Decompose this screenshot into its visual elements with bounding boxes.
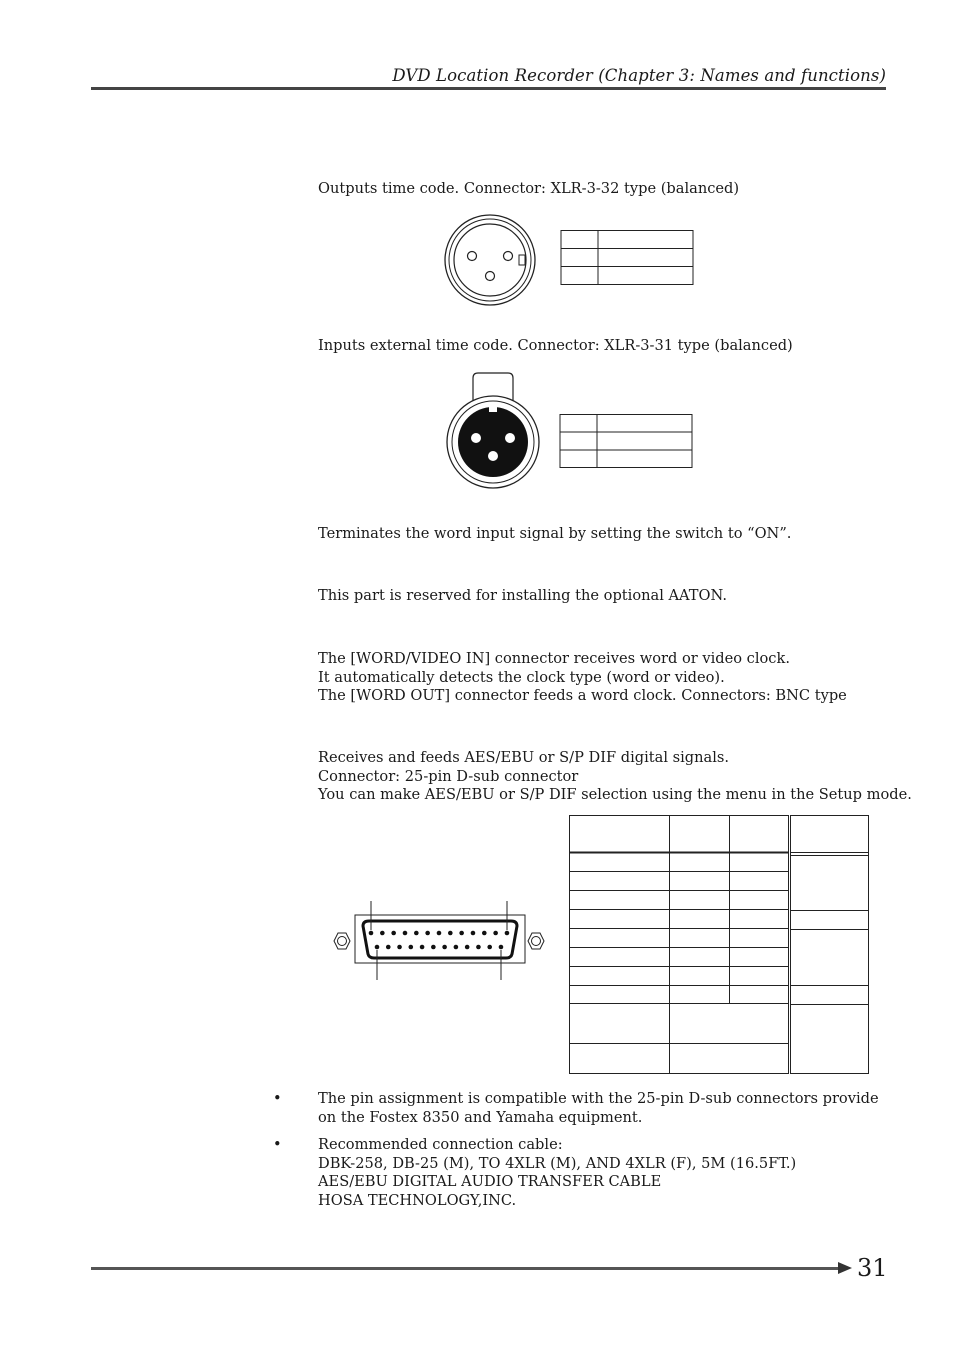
- dsub-pin: [425, 931, 430, 936]
- note-line: AES/EBU DIGITAL AUDIO TRANSFER CABLE: [318, 1173, 662, 1191]
- dsub-pin: [442, 945, 447, 950]
- dsub-pin: [386, 945, 391, 950]
- note-line: Recommended connection cable:: [318, 1136, 563, 1153]
- note-line: on the Fostex 8350 and Yamaha equipment.: [318, 1108, 643, 1126]
- dsub-pin: [420, 945, 425, 950]
- dsub-25-connector-diagram: [330, 895, 550, 985]
- digital-io-line: Connector: 25-pin D-sub connector: [318, 767, 579, 785]
- xlr-female-connector-diagram: [440, 370, 700, 495]
- dsub-pin: [403, 931, 408, 936]
- tc-in-pin-table: [560, 415, 692, 468]
- dsub-pin-array: [369, 931, 510, 950]
- word-termination-description: Terminates the word input signal by setting the switch to “ON”.: [318, 525, 792, 542]
- arrow-right-icon: [838, 1262, 852, 1274]
- word-video-line: It automatically detects the clock type (word or video).: [318, 668, 725, 686]
- dsub-pin: [375, 945, 380, 950]
- aaton-description: This part is reserved for installing the optional AATON.: [318, 587, 727, 604]
- note-line: The pin assignment is compatible with the 25-pin D-sub connectors provide: [318, 1090, 879, 1107]
- dsub-pin: [414, 931, 419, 936]
- dsub-pin: [409, 945, 414, 950]
- dsub-pin: [454, 945, 459, 950]
- dsub-pin: [476, 945, 481, 950]
- mounting-screw-right-icon: [528, 933, 544, 949]
- page-number: 31: [857, 1254, 888, 1282]
- tc-out-description: Outputs time code. Connector: XLR-3-32 type (balanced): [318, 180, 740, 197]
- tc-out-pin-table: [561, 231, 693, 285]
- bullet: •: [273, 1136, 282, 1153]
- xlr-male-connector-diagram: [440, 210, 700, 310]
- bullet: •: [273, 1090, 282, 1107]
- running-header: DVD Location Recorder (Chapter 3: Names and functions): [392, 66, 886, 85]
- word-video-line: The [WORD OUT] connector feeds a word clock. Connectors: BNC type: [318, 687, 847, 705]
- xlr-3-32-icon: [445, 215, 535, 305]
- digital-io-description: [318, 749, 912, 805]
- dsub-pin: [493, 931, 498, 936]
- dsub-25-icon: [334, 901, 544, 980]
- header-rule: [91, 87, 886, 90]
- dsub-pin: [482, 931, 487, 936]
- dsub-pin-assignment-table: [566, 812, 874, 1078]
- dsub-pin: [380, 931, 385, 936]
- footer-rule: [91, 1267, 841, 1270]
- dsub-pin: [459, 931, 464, 936]
- dsub-pin: [471, 931, 476, 936]
- dsub-pin: [487, 945, 492, 950]
- dsub-pin: [499, 945, 504, 950]
- dsub-pin: [505, 931, 510, 936]
- dsub-pin: [448, 931, 453, 936]
- dsub-pin: [465, 945, 470, 950]
- note-text: [318, 1090, 879, 1127]
- note-line: HOSA TECHNOLOGY,INC.: [318, 1192, 517, 1210]
- word-video-line: The [WORD/VIDEO IN] connector receives word or video clock.: [318, 650, 790, 667]
- dsub-pin: [369, 931, 374, 936]
- word-video-description: [318, 650, 847, 706]
- note-text: [318, 1136, 796, 1211]
- tc-in-description: Inputs external time code. Connector: XLR-3-31 type (balanced): [318, 337, 793, 354]
- xlr-3-31-icon: [447, 373, 539, 488]
- dsub-pin: [391, 931, 396, 936]
- dsub-pin: [437, 931, 442, 936]
- digital-io-line: Receives and feeds AES/EBU or S/P DIF digital signals.: [318, 749, 730, 766]
- mounting-screw-left-icon: [334, 933, 350, 949]
- dsub-pin: [431, 945, 436, 950]
- dsub-pin: [397, 945, 402, 950]
- digital-io-line: You can make AES/EBU or S/P DIF selection using the menu in the Setup mode.: [318, 786, 912, 804]
- note-line: DBK-258, DB-25 (M), TO 4XLR (M), AND 4XLR (F), 5M (16.5FT.): [318, 1154, 797, 1172]
